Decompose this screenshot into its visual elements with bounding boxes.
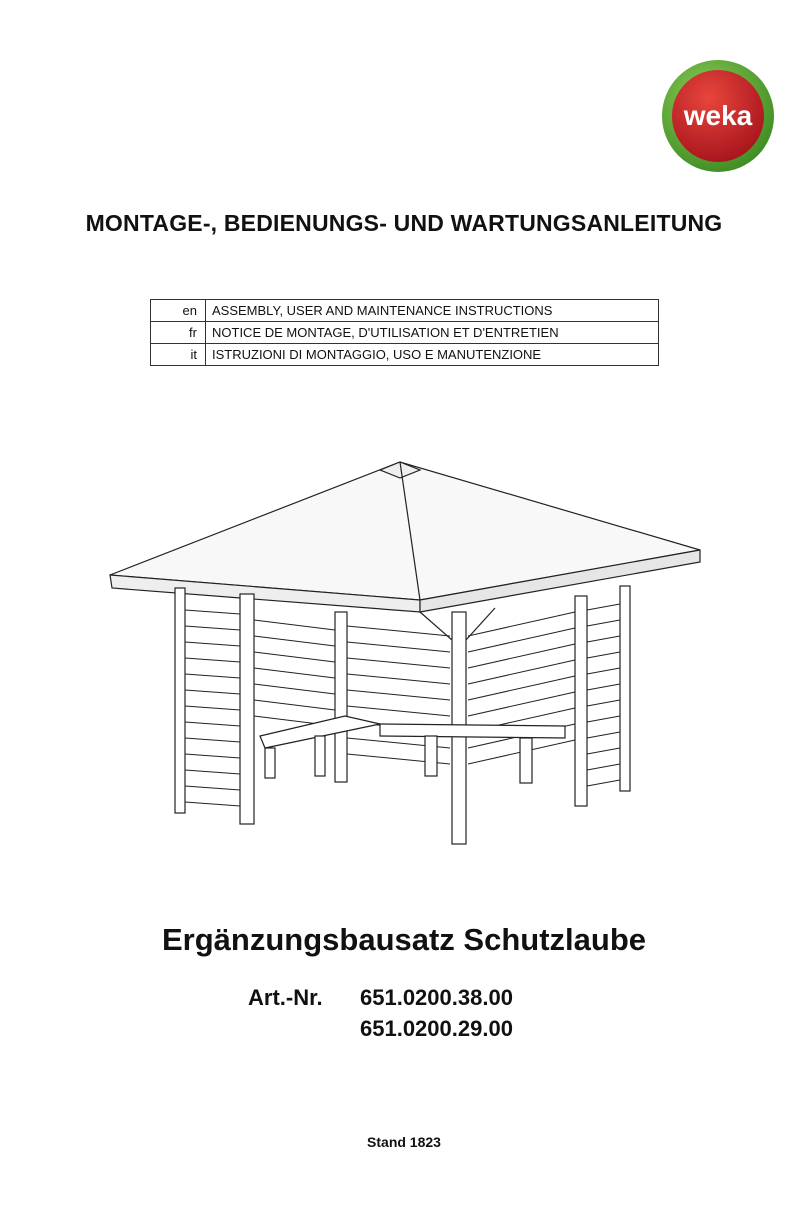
language-code: fr (151, 322, 206, 344)
language-text: NOTICE DE MONTAGE, D'UTILISATION ET D'ENTRETIEN (206, 322, 659, 344)
language-table (150, 299, 659, 366)
language-text: ASSEMBLY, USER AND MAINTENANCE INSTRUCTIONS (206, 300, 659, 322)
language-row-en (151, 300, 659, 322)
weka-logo (660, 58, 776, 174)
revision-stand: Stand 1823 (367, 1134, 441, 1150)
language-code: en (151, 300, 206, 322)
article-number-1: 651.0200.38.00 (360, 985, 513, 1010)
language-text: ISTRUZIONI DI MONTAGGIO, USO E MANUTENZIONE (206, 344, 659, 366)
gazebo-illustration (90, 440, 730, 860)
document-title: MONTAGE-, BEDIENUNGS- UND WARTUNGSANLEITUNG (85, 210, 723, 236)
article-number-label: Art.-Nr. (248, 985, 323, 1010)
language-row-it (151, 344, 659, 366)
language-row-fr (151, 322, 659, 344)
product-title: Ergänzungsbausatz Schutzlaube (161, 922, 646, 957)
language-code: it (151, 344, 206, 366)
article-number-2: 651.0200.29.00 (360, 1016, 513, 1041)
logo-text: weka (683, 100, 753, 131)
